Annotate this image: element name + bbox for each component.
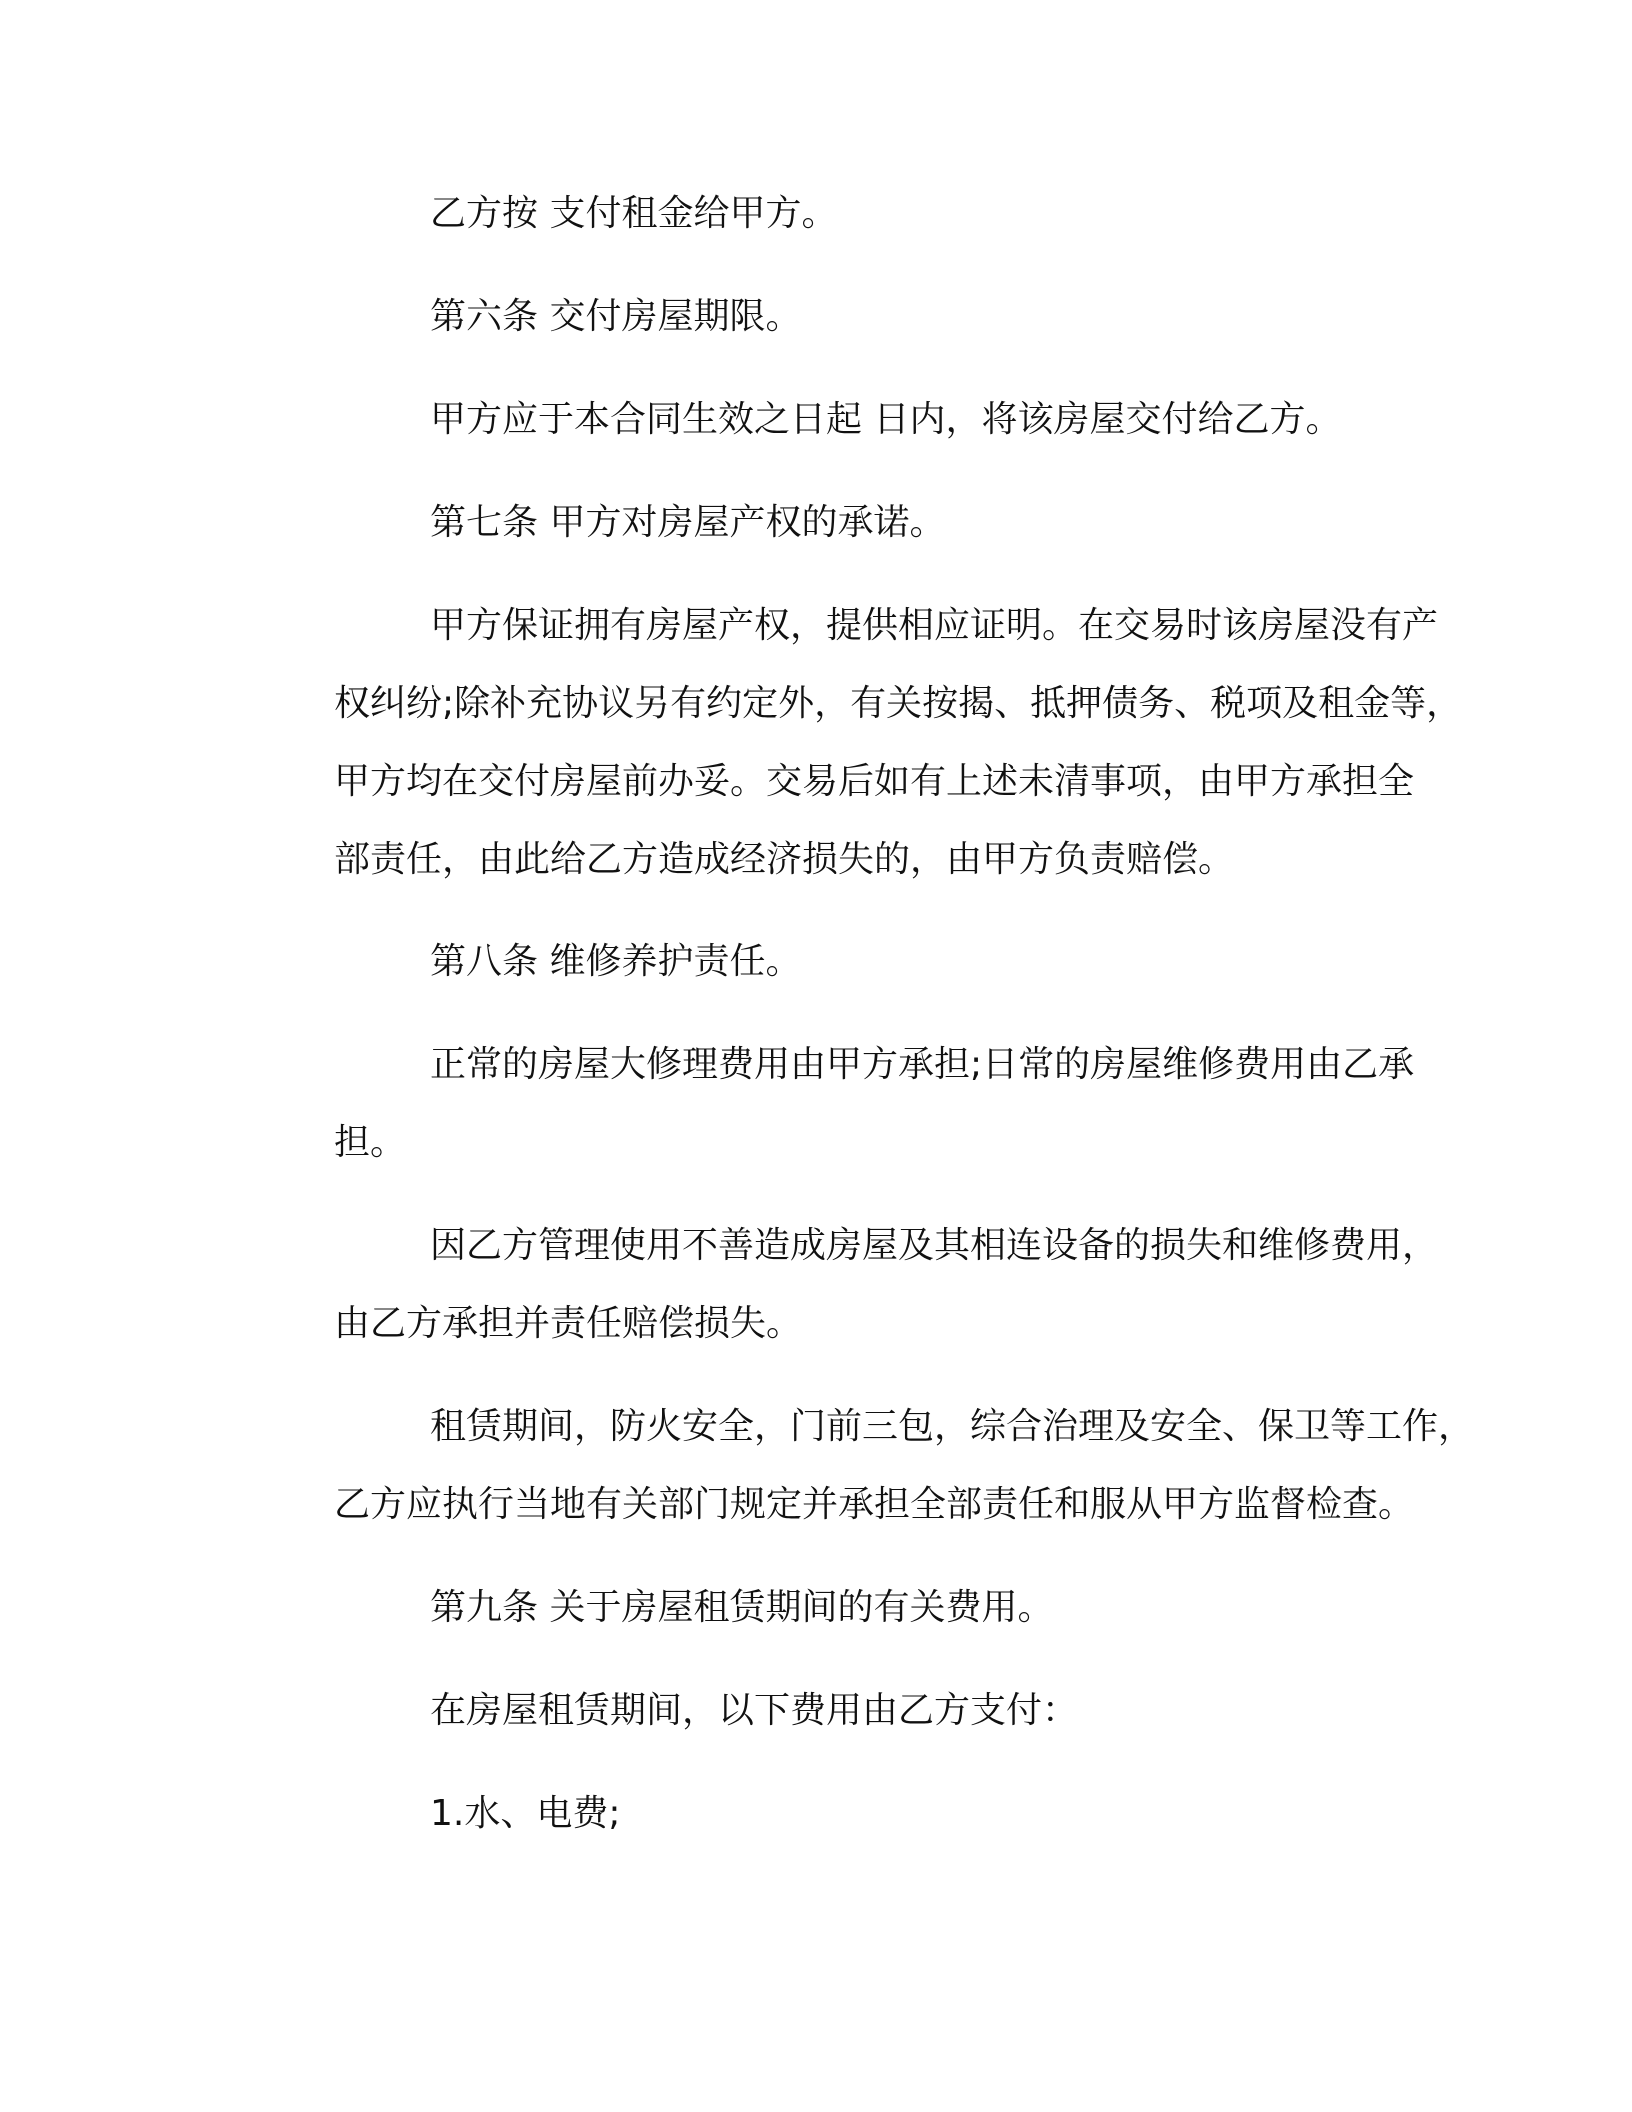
- text-line: 在房屋租赁期间，以下费用由乙方支付：: [430, 1690, 1079, 1731]
- paragraph-fees-intro: [238, 1672, 1408, 1750]
- heading-article-9: [238, 1569, 1408, 1647]
- paragraph-rent-payment: [238, 175, 1408, 253]
- text-line: 租赁期间，防火安全，门前三包，综合治理及安全、保卫等工作，: [430, 1406, 1475, 1447]
- paragraph-damage-liability: [238, 1207, 1439, 1363]
- text-line: 第七条 甲方对房屋产权的承诺。: [430, 502, 946, 543]
- text-line: 第九条 关于房屋租赁期间的有关费用。: [430, 1587, 1054, 1628]
- text-line: 甲方应于本合同生效之日起 日内，将该房屋交付给乙方。: [430, 399, 1342, 440]
- paragraph-safety-duties: [238, 1388, 1475, 1544]
- heading-article-6: [238, 278, 1408, 356]
- text-line: 第六条 交付房屋期限。: [430, 296, 802, 337]
- text-line: 担。: [334, 1122, 407, 1163]
- text-line: 正常的房屋大修理费用由甲方承担;日常的房屋维修费用由乙承: [430, 1044, 1415, 1085]
- text-line: 甲方保证拥有房屋产权，提供相应证明。在交易时该房屋没有产: [430, 605, 1439, 646]
- heading-article-8: [238, 923, 1408, 1001]
- text-line: 1.水、电费;: [430, 1793, 621, 1834]
- text-line: 第八条 维修养护责任。: [430, 941, 802, 982]
- text-line: 由乙方承担并责任赔偿损失。: [334, 1303, 803, 1344]
- text-line: 因乙方管理使用不善造成房屋及其相连设备的损失和维修费用，: [430, 1225, 1439, 1266]
- text-line: 甲方均在交付房屋前办妥。交易后如有上述未清事项，由甲方承担全: [334, 761, 1415, 802]
- list-item-utilities: [238, 1775, 1408, 1853]
- heading-article-7: [238, 484, 1408, 562]
- text-line: 权纠纷;除补充协议另有约定外，有关按揭、抵押债务、税项及租金等，: [334, 683, 1463, 724]
- text-line: 乙方应执行当地有关部门规定并承担全部责任和服从甲方监督检查。: [334, 1484, 1415, 1525]
- text-line: 部责任，由此给乙方造成经济损失的，由甲方负责赔偿。: [334, 839, 1235, 880]
- text-line: 乙方按 支付租金给甲方。: [430, 193, 838, 234]
- paragraph-delivery-term: [238, 381, 1408, 459]
- paragraph-repair-costs: [238, 1026, 1415, 1182]
- paragraph-ownership-guarantee: [238, 587, 1463, 899]
